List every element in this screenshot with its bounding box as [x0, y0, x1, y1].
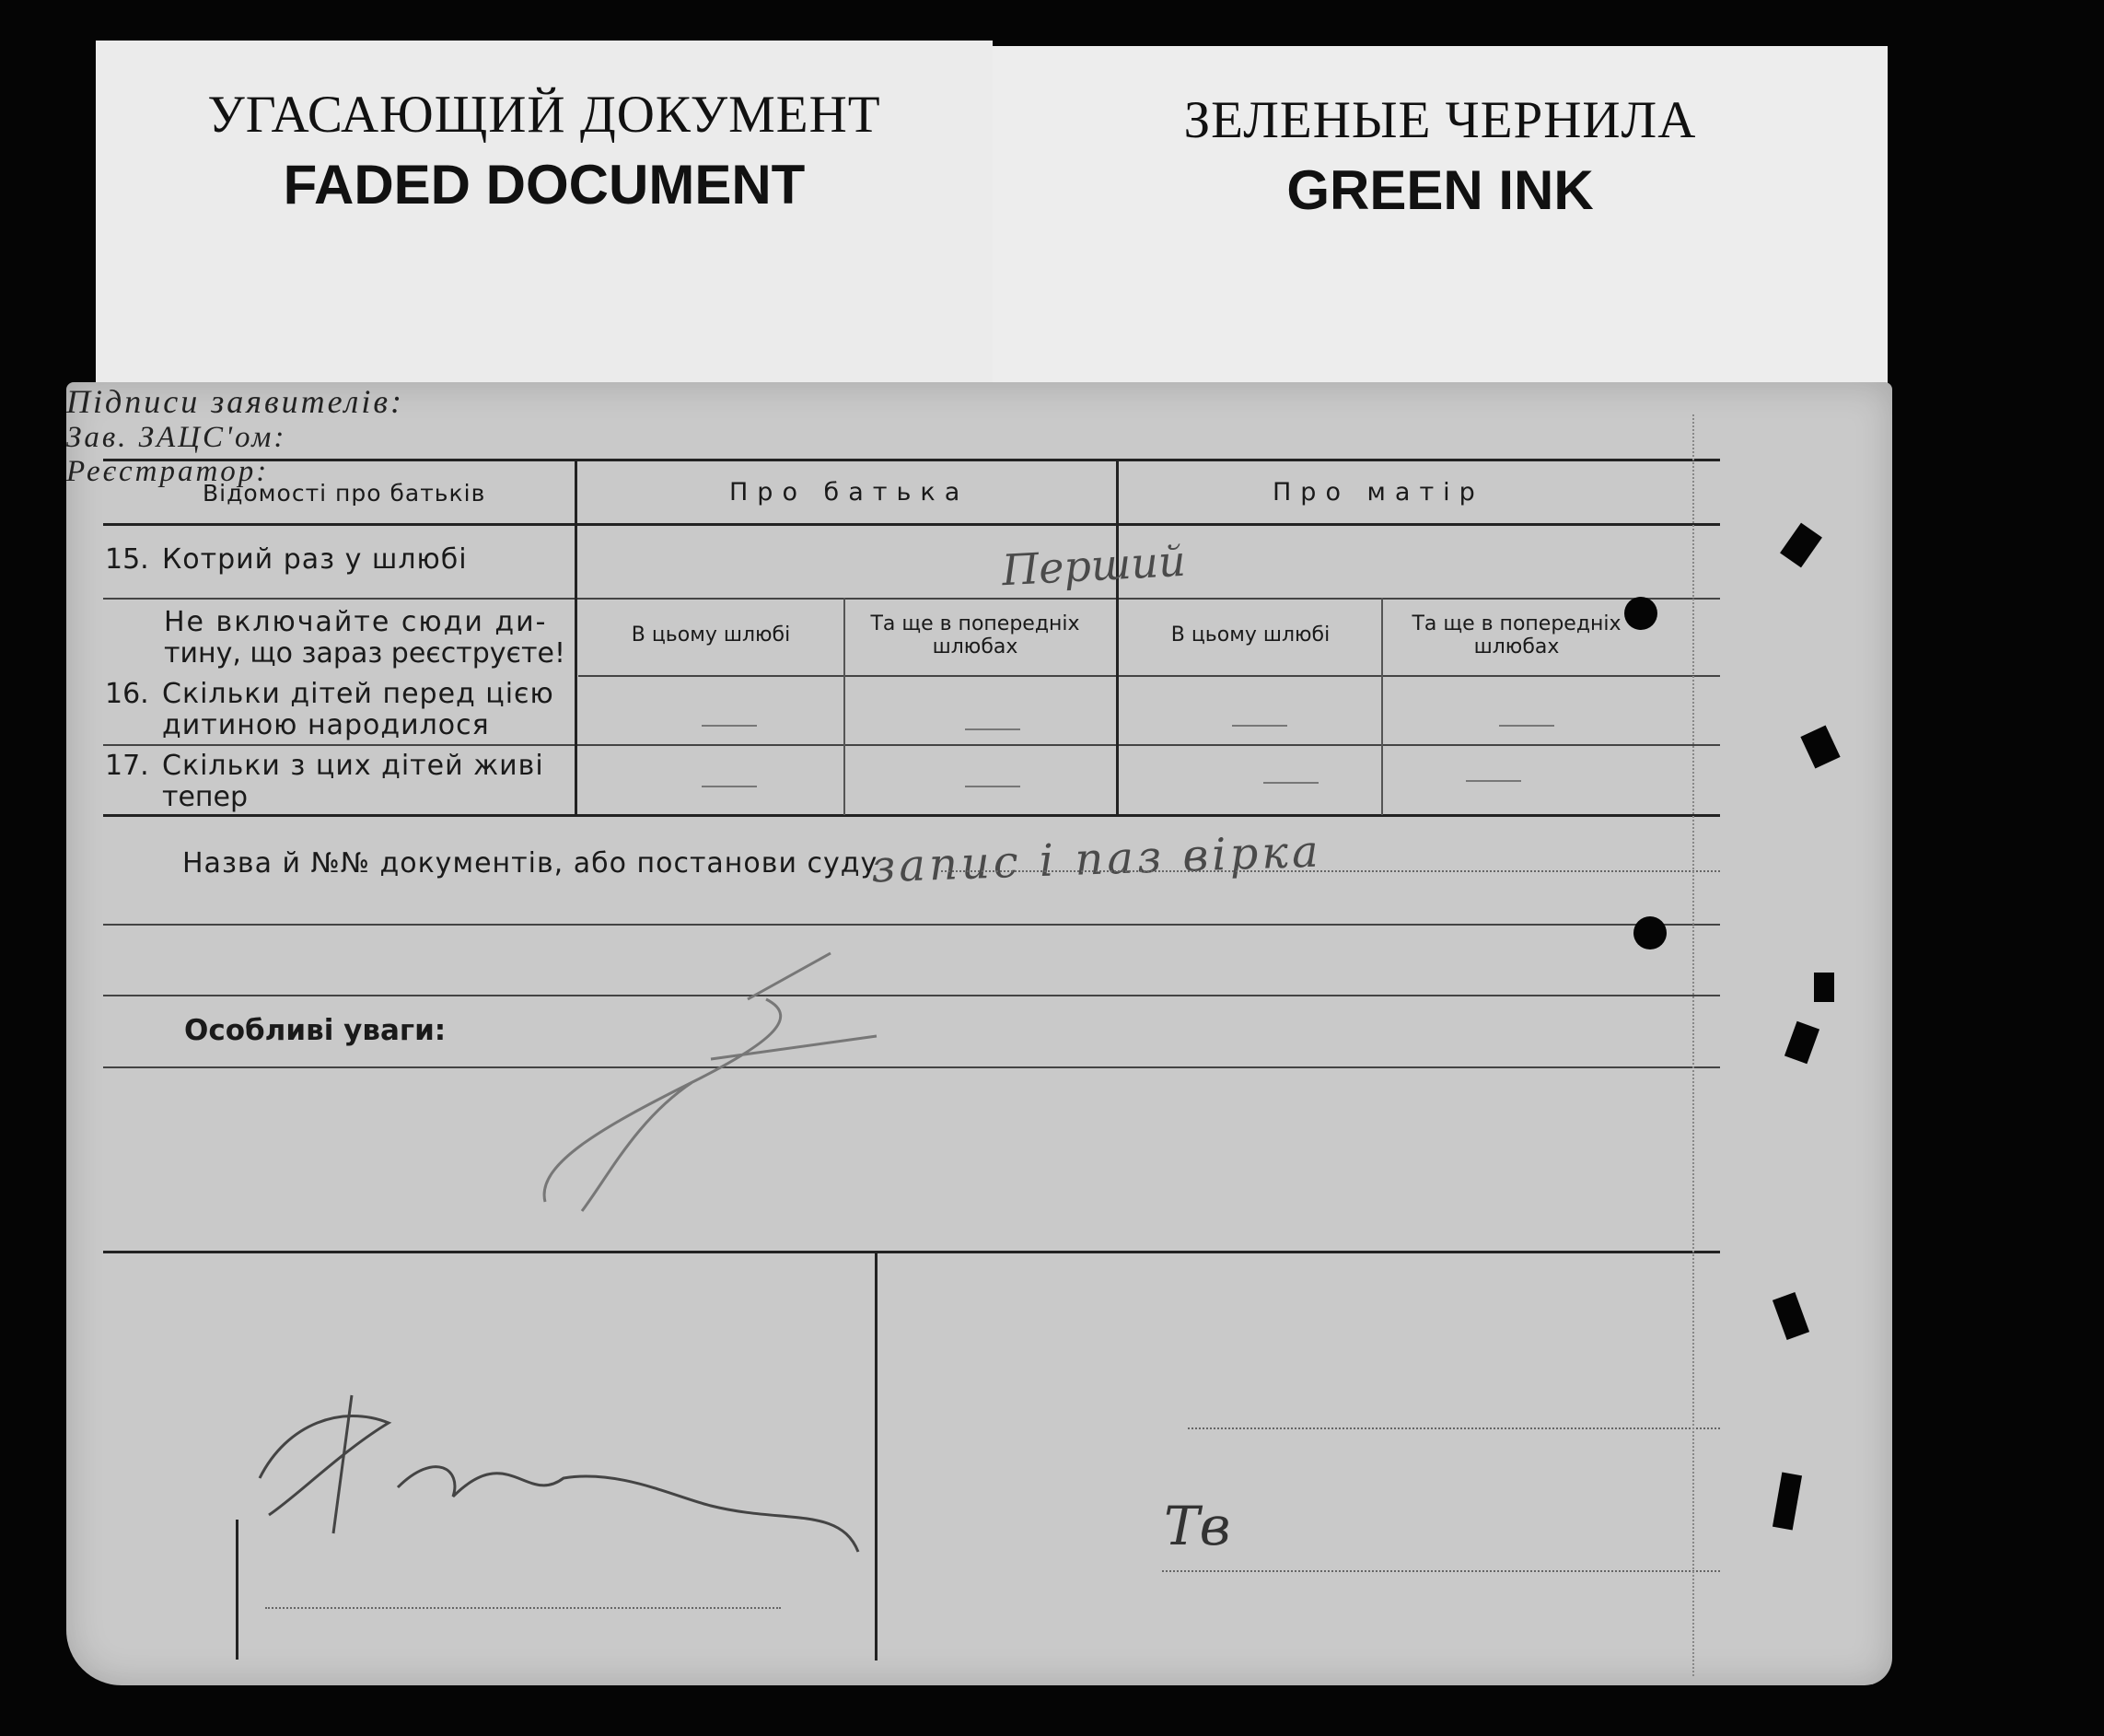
mother-previous-line2: шлюбах — [1473, 635, 1560, 658]
note-label-line2: тину, що зараз реєструєте! — [164, 637, 565, 670]
row15-number: 15. — [105, 543, 149, 576]
notes-label: Особливі уваги: — [184, 1014, 447, 1047]
header-about-mother: Про матір — [1273, 478, 1484, 507]
father-previous-marriages — [845, 612, 1105, 658]
row17-mother-prev-dash — [1466, 780, 1521, 782]
note-label-line1: Не включайте сюди ди- — [164, 606, 548, 638]
documents-label: Назва й №№ документів, або постанови суду — [182, 847, 878, 880]
row16-father-prev-dash — [965, 728, 1020, 730]
faded-document-label — [96, 41, 993, 390]
row16-number: 16. — [105, 678, 149, 710]
row16-father-this-dash — [702, 725, 757, 727]
registrar-signature: Тв — [1164, 1495, 1231, 1557]
mother-this-marriage: В цьому шлюбі — [1170, 623, 1331, 647]
head-of-office-label: Зав. ЗАЦС'ом: — [66, 421, 287, 454]
green-ink-label — [993, 46, 1888, 390]
row16-label-line2: дитиною народилося — [162, 709, 490, 741]
row17-number: 17. — [105, 750, 149, 782]
row17-label-line2: тепер — [162, 781, 249, 813]
binding-edge — [1692, 414, 1700, 1676]
subheader-rule — [578, 675, 1720, 677]
row17-label-line1: Скільки з цих дітей живі — [162, 750, 544, 782]
punch-hole-top — [1624, 597, 1657, 630]
signature-section-rule — [103, 1251, 1720, 1253]
green-ink-label-en: GREEN INK — [1286, 159, 1594, 221]
table-bottom-rule — [103, 814, 1720, 817]
green-ink-label-ru: ЗЕЛЕНЫЕ ЧЕРНИЛА — [1183, 91, 1697, 149]
notes-crossout-mark — [527, 935, 1079, 1239]
table-header-rule — [103, 523, 1720, 526]
tear-mark-3 — [1814, 973, 1834, 1002]
row16-rule — [103, 744, 1720, 746]
mother-previous-marriages — [1383, 612, 1650, 658]
documents-fill-line — [941, 870, 1720, 872]
row15-rule — [103, 598, 1720, 600]
registrar-label: Реєстратор: — [66, 455, 270, 488]
row16-mother-prev-dash — [1499, 725, 1554, 727]
col-divider-1 — [575, 459, 577, 816]
row17-father-prev-dash — [965, 786, 1020, 787]
registrar-line — [1162, 1570, 1720, 1572]
form-table — [66, 382, 1892, 1685]
row15-handwritten-value: Перший — [1000, 535, 1187, 596]
header-about-father: Про батька — [729, 478, 970, 507]
applicants-signatures-label: Підписи заявителів: — [66, 383, 404, 420]
row16-mother-this-dash — [1232, 725, 1287, 727]
row17-mother-this-dash — [1263, 782, 1319, 784]
punch-hole-bottom — [1633, 916, 1667, 950]
header-parents-info: Відомості про батьків — [203, 480, 486, 507]
head-of-office-line — [1188, 1427, 1720, 1429]
father-previous-line2: шлюбах — [932, 635, 1018, 658]
table-top-rule — [103, 459, 1720, 461]
applicant-signature-scrawl — [232, 1368, 877, 1579]
applicant-sign-line — [265, 1607, 781, 1609]
father-this-marriage: В цьому шлюбі — [631, 623, 791, 647]
mother-previous-line1: Та ще в попередніх — [1412, 612, 1622, 635]
row15-label: Котрий раз у шлюбі — [162, 543, 468, 576]
row16-label-line1: Скільки дітей перед цією — [162, 678, 554, 710]
applicant-sign-bracket — [236, 1520, 238, 1660]
father-previous-line1: Та ще в попередніх — [870, 612, 1080, 635]
col-divider-2 — [1116, 459, 1119, 816]
faded-document-label-en: FADED DOCUMENT — [283, 154, 806, 216]
documents-extra-line-1 — [103, 924, 1720, 926]
registration-form-card — [66, 382, 1892, 1685]
faded-document-label-ru: УГАСАЮЩИЙ ДОКУМЕНТ — [207, 86, 881, 144]
documents-handwritten-value: запис і паз вірка — [870, 825, 1323, 893]
row17-father-this-dash — [702, 786, 757, 787]
